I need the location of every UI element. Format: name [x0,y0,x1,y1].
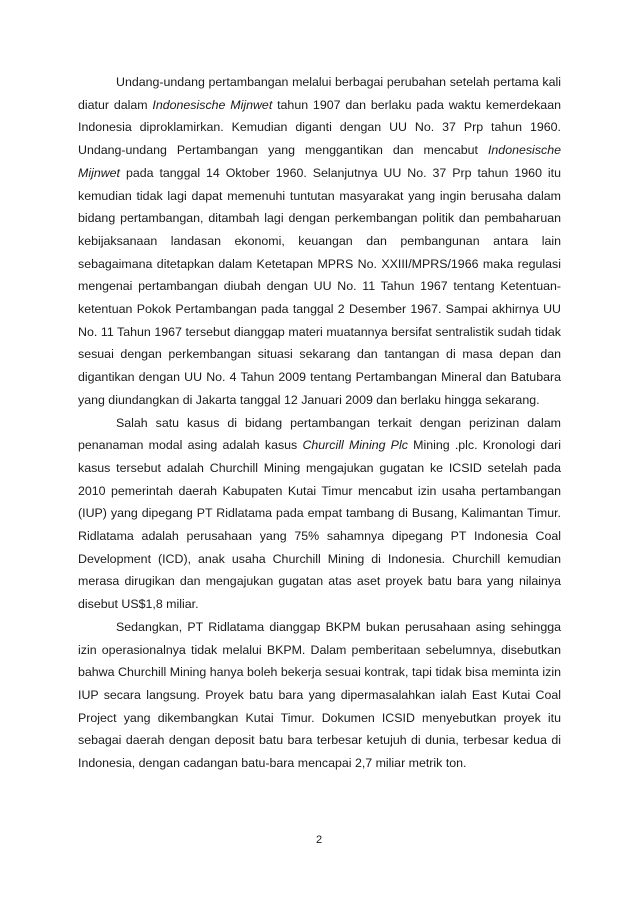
paragraph-3-segment: Sedangkan, PT Ridlatama dianggap BKPM bukan perusahaan asing sehingga izin operasionalnya tidak melalui BKPM. Dalam pemberitaan sebelumnya, disebutkan bahwa Churchill Mining hanya boleh bekerja sesuai kontrak, tapi tidak bisa meminta izin IUP secara langsung. Proyek batu bara yang dipermasalahkan ialah East Kutai Coal Project yang dikembangkan Kutai Timur. Dokumen ICSID menyebutkan proyek itu sebagai daerah dengan deposit batu bara terbesar ketujuh di dunia, terbesar kedua di Indonesia, dengan cadangan batu-bara mencapai 2,7 miliar metrik ton. [78,619,561,771]
paragraph-1-segment: Undang-undang pertambangan melalui berbagai perubahan setelah pertama kali diatur dalam [78,75,561,112]
paragraph-2-segment: Mining .plc. Kronologi dari kasus tersebut adalah Churchill Mining mengajukan gugatan ke ICSID setelah pada 2010 pemerintah daerah Kabupaten Kutai Timur mencabut izin usaha pertambangan (IUP) yang dipegang PT Ridlatama pada empat tambang di Busang, Kalimantan Timur. Ridlatama adalah perusahaan yang 75% sahamnya dipegang PT Indonesia Coal Development (ICD), anak usaha Churchill Mining di Indonesia. Churchill kemudian merasa dirugikan dan mengajukan gugatan atas aset proyek batu bara yang nilainya disebut US$1,8 miliar. [78,438,561,612]
paragraph-1 [78,71,561,412]
paragraph-1-segment: pada tanggal 14 Oktober 1960. Selanjutnya UU No. 37 Prp tahun 1960 itu kemudian tidak lagi dapat memenuhi tuntutan masyarakat yang ingin berusaha dalam bidang pertambangan, ditambah lagi dengan perkembangan politik dan pembaharuan kebijaksanaan landasan ekonomi, keuangan dan pembangunan antara lain sebagaimana ditetapkan dalam Ketetapan MPRS No. XXIII/MPRS/1966 maka regulasi mengenai pertambangan diubah dengan UU No. 11 Tahun 1967 tentang Ketentuan-ketentuan Pokok Pertambangan pada tanggal 2 Desember 1967. Sampai akhirnya UU No. 11 Tahun 1967 tersebut dianggap materi muatannya bersifat sentralistik sudah tidak sesuai dengan perkembangan situasi sekarang dan tantangan di masa depan dan digantikan dengan UU No. 4 Tahun 2009 tentang Pertambangan Mineral dan Batubara yang diundangkan di Jakarta tanggal 12 Januari 2009 dan berlaku hingga sekarang. [78,165,561,407]
paragraph-2-segment: Salah satu kasus di bidang pertambangan terkait dengan perizinan dalam penanaman modal asing adalah kasus [78,415,561,453]
paragraph-1-italic-term: Indonesische Mijnwet [78,143,561,180]
paragraph-3 [78,616,561,775]
paragraph-1-segment: tahun 1907 dan berlaku pada waktu kemerdekaan Indonesia diproklamirkan. Kemudian diganti dengan UU No. 37 Prp tahun 1960. Undang-undang Pertambangan yang menggantikan dan mencabut [78,97,561,158]
paragraph-1-italic-term: Indonesische Mijnwet [152,97,273,112]
paragraph-2 [78,412,561,616]
paragraph-2-italic-term: Churcill Mining Plc [302,438,408,453]
page-number: 2 [315,834,323,846]
body-text [78,71,561,775]
